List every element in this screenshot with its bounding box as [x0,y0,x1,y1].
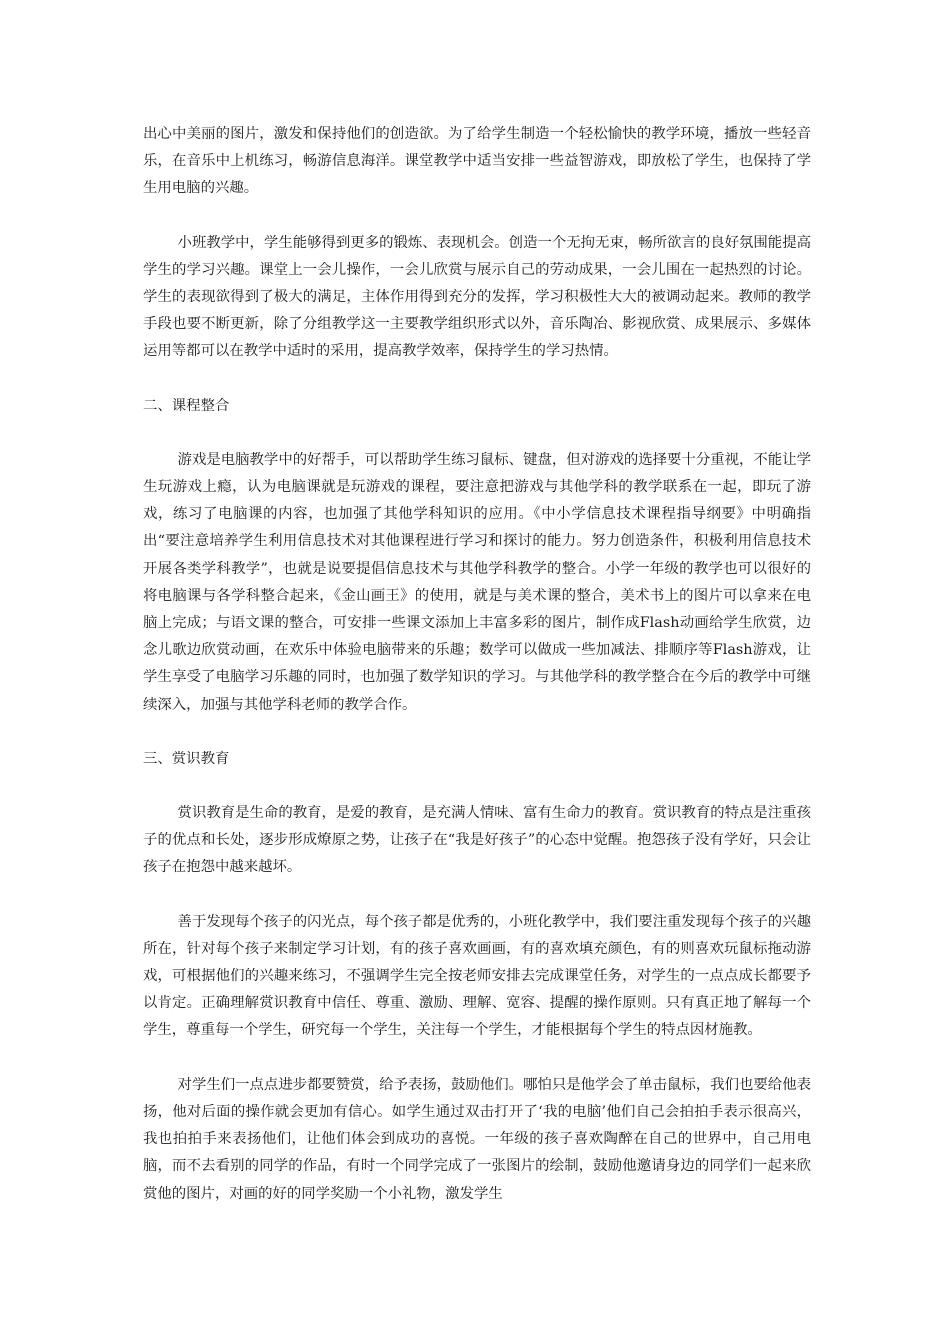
paragraph-intro-continuation: 出心中美丽的图片，激发和保持他们的创造欲。为了给学生制造一个轻松愉快的教学环境，播放一些轻音乐，在音乐中上机练习，畅游信息海洋。课堂教学中适当安排一些益智游戏，即放松了学生，也保持了学生用电脑的兴趣。 [143,126,811,197]
paragraph-games-integration: 游戏是电脑教学中的好帮手，可以帮助学生练习鼠标、键盘，但对游戏的选择要十分重视，不能让学生玩游戏上瘾，认为电脑课就是玩游戏的课程，要注意把游戏与其他学科的教学联系在一起，即玩了游戏，练习了电脑课的内容，也加强了其他学科知识的应用。《中小学信息技术课程指导纲要》中明确指出“要注意培养学生利用信息技术对其他课程进行学习和探讨的能力。努力创造条件，积极利用信息技术开展各类学科教学”，也就是说要提倡信息技术与其他学科教学的整合。小学一年级的教学也可以很好的将电脑课与各学科整合起来，《金山画王》的使用，就是与美术课的整合，美术书上的图片可以拿来在电脑上完成；与语文课的整合，可安排一些课文添加上丰富多彩的图片，制作成Flash动画给学生欣赏，边念儿歌边欣赏动画，在欢乐中体验电脑带来的乐趣；数学可以做成一些加减法、排顺序等Flash游戏，让学生享受了电脑学习乐趣的同时，也加强了数学知识的学习。与其他学科的教学整合在今后的教学中可继续深入，加强与其他学科老师的教学合作。 [143,451,811,713]
section-heading-appreciation-education: 三、赏识教育 [143,750,230,767]
paragraph-praise-progress: 对学生们一点点进步都要赞赏，给予表扬，鼓励他们。哪怕只是他学会了单击鼠标，我们也要给他表扬，他对后面的操作就会更加有信心。如学生通过双击打开了‘我的电脑’他们自己会拍拍手表示很高兴，我也拍拍手来表扬他们，让他们体会到成功的喜悦。一年级的孩子喜欢陶醉在自己的世界中，自己用电脑，而不去看别的同学的作品，有时一个同学完成了一张图片的绘制，鼓励他邀请身边的同学们一起来欣赏他的图片，对画的好的同学奖励一个小礼物，激发学生 [143,1076,811,1202]
paragraph-appreciation-definition: 赏识教育是生命的教育，是爱的教育，是充满人情味、富有生命力的教育。赏识教育的特点是注重孩子的优点和长处，逐步形成燎原之势，让孩子在“我是好孩子”的心态中觉醒。抱怨孩子没有学好，只会让孩子在抱怨中越来越坏。 [143,805,811,876]
document-body [143,121,811,1235]
paragraph-small-class-teaching: 小班教学中，学生能够得到更多的锻炼、表现机会。创造一个无拘无束，畅所欲言的良好氛围能提高学生的学习兴趣。课堂上一会儿操作，一会儿欣赏与展示自己的劳动成果，一会儿围在一起热烈的讨论。学生的表现欲得到了极大的满足，主体作用得到充分的发挥，学习积极性大大的被调动起来。教师的教学手段也要不断更新，除了分组教学这一主要教学组织形式以外，音乐陶冶、影视欣赏、成果展示、多媒体运用等都可以在教学中适时的采用，提高教学效率，保持学生的学习热情。 [143,234,811,360]
paragraph-discover-strengths: 善于发现每个孩子的闪光点，每个孩子都是优秀的，小班化教学中，我们要注重发现每个孩子的兴趣所在，针对每个孩子来制定学习计划，有的孩子喜欢画画，有的喜欢填充颜色，有的则喜欢玩鼠标拖动游戏，可根据他们的兴趣来练习，不强调学生完全按老师安排去完成课堂任务，对学生的一点点成长都要予以肯定。正确理解赏识教育中信任、尊重、激励、理解、宽容、提醒的操作原则。只有真正地了解每一个学生，尊重每一个学生，研究每一个学生，关注每一个学生，才能根据每个学生的特点因材施教。 [143,913,811,1039]
section-heading-curriculum-integration: 二、课程整合 [143,397,230,414]
